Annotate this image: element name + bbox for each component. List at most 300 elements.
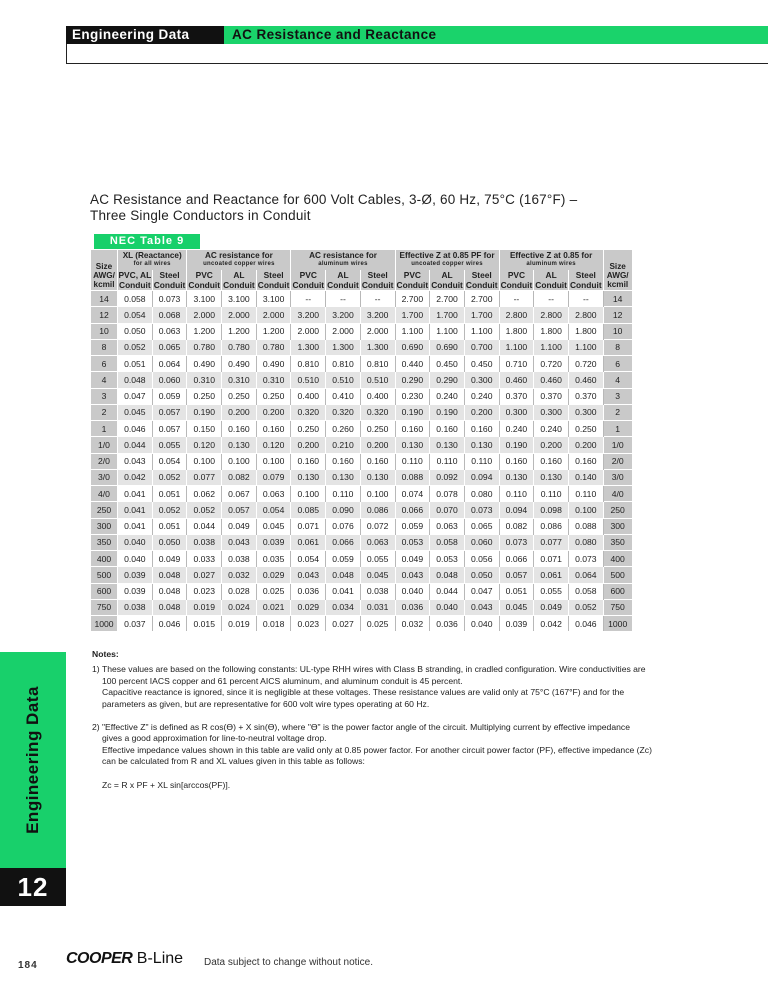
value-cell: --: [326, 291, 361, 307]
value-cell: 0.036: [291, 583, 326, 599]
value-cell: 0.440: [395, 356, 430, 372]
size-cell: 250: [91, 502, 118, 518]
value-cell: 0.050: [118, 323, 153, 339]
value-cell: 0.094: [499, 502, 534, 518]
size-cell: 2/0: [91, 453, 118, 469]
table-row: [91, 567, 633, 583]
value-cell: 0.130: [360, 469, 395, 485]
value-cell: 0.510: [291, 372, 326, 388]
page-number: 184: [18, 960, 38, 971]
value-cell: 0.160: [326, 453, 361, 469]
value-cell: 0.300: [568, 404, 603, 420]
value-cell: 1.100: [499, 339, 534, 355]
value-cell: 0.046: [118, 421, 153, 437]
value-cell: 0.041: [118, 486, 153, 502]
title-line-1: AC Resistance and Reactance for 600 Volt Cables, 3-Ø, 60 Hz, 75°C (167°F) –: [90, 192, 578, 207]
value-cell: 0.028: [222, 583, 257, 599]
value-cell: 0.700: [464, 339, 499, 355]
value-cell: 0.029: [291, 599, 326, 615]
value-cell: 2.000: [222, 307, 257, 323]
value-cell: 0.810: [326, 356, 361, 372]
value-cell: 0.120: [187, 437, 222, 453]
value-cell: 0.039: [118, 583, 153, 599]
value-cell: 0.780: [256, 339, 291, 355]
size-cell: 12: [603, 307, 632, 323]
value-cell: 0.057: [222, 502, 257, 518]
value-cell: 0.054: [118, 307, 153, 323]
value-cell: 0.029: [256, 567, 291, 583]
value-cell: 0.046: [568, 616, 603, 632]
value-cell: 0.076: [326, 518, 361, 534]
value-cell: 0.054: [152, 453, 187, 469]
value-cell: 2.800: [568, 307, 603, 323]
value-cell: 0.310: [187, 372, 222, 388]
value-cell: 0.051: [152, 518, 187, 534]
note-text: Capacitive reactance is ignored, since it is negligible at these voltages. These resistance values are valid only at 75°C (167°F) and for the parameters as given, but are representative for 600 volt wire types operating at 60 Hz.: [102, 687, 625, 709]
value-cell: 0.100: [291, 486, 326, 502]
size-header-left: Size AWG/ kcmil: [91, 250, 118, 291]
value-cell: 1.200: [222, 323, 257, 339]
header-section: Engineering Data: [66, 26, 224, 44]
value-cell: 0.050: [152, 534, 187, 550]
value-cell: 0.300: [464, 372, 499, 388]
size-cell: 1000: [91, 616, 118, 632]
value-cell: 0.025: [256, 583, 291, 599]
size-cell: 2: [603, 404, 632, 420]
value-cell: 0.098: [534, 502, 569, 518]
value-cell: 0.100: [568, 502, 603, 518]
table-row: [91, 291, 633, 307]
value-cell: 0.061: [534, 567, 569, 583]
value-cell: 0.070: [430, 502, 465, 518]
value-cell: 1.100: [464, 323, 499, 339]
table-row: [91, 372, 633, 388]
size-cell: 14: [603, 291, 632, 307]
value-cell: 0.130: [395, 437, 430, 453]
group-header: Effective Z at 0.85 for aluminum wires: [499, 250, 603, 270]
value-cell: 0.086: [360, 502, 395, 518]
value-cell: 0.077: [534, 534, 569, 550]
value-cell: 1.700: [395, 307, 430, 323]
value-cell: 0.082: [499, 518, 534, 534]
value-cell: 0.080: [464, 486, 499, 502]
value-cell: 0.240: [534, 421, 569, 437]
value-cell: 3.100: [222, 291, 257, 307]
value-cell: 0.044: [118, 437, 153, 453]
value-cell: 0.240: [430, 388, 465, 404]
page-title: [90, 192, 577, 224]
value-cell: 2.700: [395, 291, 430, 307]
value-cell: 0.063: [256, 486, 291, 502]
value-cell: 0.130: [464, 437, 499, 453]
value-cell: 0.460: [568, 372, 603, 388]
size-cell: 4/0: [603, 486, 632, 502]
value-cell: 0.130: [430, 437, 465, 453]
value-cell: 1.100: [395, 323, 430, 339]
value-cell: 0.370: [568, 388, 603, 404]
value-cell: 1.100: [430, 323, 465, 339]
value-cell: 0.040: [118, 534, 153, 550]
value-cell: 0.057: [152, 404, 187, 420]
note-2: [92, 722, 652, 768]
value-cell: 0.250: [222, 388, 257, 404]
table-row: [91, 599, 633, 615]
value-cell: 2.000: [360, 323, 395, 339]
value-cell: 0.190: [499, 437, 534, 453]
value-cell: 3.200: [326, 307, 361, 323]
value-cell: 0.510: [326, 372, 361, 388]
size-cell: 2/0: [603, 453, 632, 469]
size-header-right: Size AWG/ kcmil: [603, 250, 632, 291]
value-cell: 0.041: [326, 583, 361, 599]
value-cell: 0.073: [464, 502, 499, 518]
size-cell: 1: [603, 421, 632, 437]
value-cell: 0.160: [568, 453, 603, 469]
column-header: PVC Conduit: [396, 270, 429, 290]
size-cell: 500: [603, 567, 632, 583]
value-cell: 0.058: [568, 583, 603, 599]
value-cell: 0.160: [395, 421, 430, 437]
value-cell: 0.710: [499, 356, 534, 372]
value-cell: 0.021: [256, 599, 291, 615]
value-cell: --: [534, 291, 569, 307]
value-cell: 0.066: [326, 534, 361, 550]
value-cell: 2.800: [499, 307, 534, 323]
value-cell: 0.034: [326, 599, 361, 615]
value-cell: 0.045: [360, 567, 395, 583]
value-cell: 0.032: [222, 567, 257, 583]
value-cell: 0.690: [395, 339, 430, 355]
value-cell: 0.460: [499, 372, 534, 388]
table-row: [91, 356, 633, 372]
value-cell: 0.063: [430, 518, 465, 534]
value-cell: 0.050: [464, 567, 499, 583]
value-cell: 0.044: [430, 583, 465, 599]
table-row: [91, 404, 633, 420]
value-cell: 1.100: [534, 339, 569, 355]
value-cell: 0.290: [395, 372, 430, 388]
column-header: PVC, AL Conduit: [118, 270, 152, 290]
value-cell: 0.130: [499, 469, 534, 485]
value-cell: 0.250: [187, 388, 222, 404]
table-row: [91, 551, 633, 567]
value-cell: --: [568, 291, 603, 307]
value-cell: 0.082: [222, 469, 257, 485]
column-header: Steel Conduit: [257, 270, 290, 290]
value-cell: 0.079: [256, 469, 291, 485]
value-cell: 0.094: [464, 469, 499, 485]
value-cell: 0.090: [326, 502, 361, 518]
value-cell: 1.800: [568, 323, 603, 339]
size-cell: 14: [91, 291, 118, 307]
value-cell: 0.074: [395, 486, 430, 502]
value-cell: 0.400: [360, 388, 395, 404]
value-cell: 0.690: [430, 339, 465, 355]
size-cell: 12: [91, 307, 118, 323]
value-cell: 0.720: [568, 356, 603, 372]
value-cell: 0.024: [222, 599, 257, 615]
value-cell: 0.300: [534, 404, 569, 420]
value-cell: 0.053: [430, 551, 465, 567]
value-cell: 0.040: [118, 551, 153, 567]
value-cell: 0.320: [360, 404, 395, 420]
value-cell: 0.036: [395, 599, 430, 615]
value-cell: 1.300: [360, 339, 395, 355]
size-cell: 1000: [603, 616, 632, 632]
header-topic: AC Resistance and Reactance: [224, 26, 768, 44]
value-cell: 0.250: [360, 421, 395, 437]
table-row: [91, 307, 633, 323]
value-cell: 0.049: [222, 518, 257, 534]
note-1: [92, 664, 652, 710]
value-cell: 0.073: [568, 551, 603, 567]
value-cell: 0.110: [395, 453, 430, 469]
value-cell: 0.160: [430, 421, 465, 437]
size-cell: 300: [91, 518, 118, 534]
value-cell: 0.051: [118, 356, 153, 372]
table-row: [91, 502, 633, 518]
value-cell: 0.110: [430, 453, 465, 469]
value-cell: 0.040: [430, 599, 465, 615]
value-cell: 0.041: [118, 502, 153, 518]
value-cell: 0.052: [152, 469, 187, 485]
value-cell: 0.460: [534, 372, 569, 388]
value-cell: 0.088: [568, 518, 603, 534]
value-cell: 0.150: [187, 421, 222, 437]
value-cell: 0.190: [187, 404, 222, 420]
value-cell: 1.300: [326, 339, 361, 355]
value-cell: 0.810: [360, 356, 395, 372]
value-cell: 0.039: [256, 534, 291, 550]
size-cell: 3: [603, 388, 632, 404]
value-cell: 0.052: [118, 339, 153, 355]
value-cell: 0.250: [568, 421, 603, 437]
value-cell: 0.033: [187, 551, 222, 567]
value-cell: 0.110: [568, 486, 603, 502]
size-cell: 1/0: [91, 437, 118, 453]
value-cell: 0.052: [568, 599, 603, 615]
value-cell: 0.038: [360, 583, 395, 599]
table-row: [91, 616, 633, 632]
value-cell: 0.057: [499, 567, 534, 583]
value-cell: 0.045: [256, 518, 291, 534]
group-header-row: [91, 250, 633, 270]
value-cell: 0.100: [256, 453, 291, 469]
value-cell: 0.240: [499, 421, 534, 437]
value-cell: 0.053: [395, 534, 430, 550]
value-cell: 0.080: [568, 534, 603, 550]
value-cell: 0.200: [534, 437, 569, 453]
value-cell: 1.100: [568, 339, 603, 355]
value-cell: 0.052: [187, 502, 222, 518]
size-cell: 400: [603, 551, 632, 567]
size-cell: 3/0: [603, 469, 632, 485]
column-header: Steel Conduit: [465, 270, 498, 290]
note-text: Effective impedance values shown in this table are valid only at 0.85 power factor. For another circuit power factor (PF), effective impedance (Zc) can be calculated from R and XL values given in this table as follows:: [102, 744, 652, 767]
value-cell: 0.049: [395, 551, 430, 567]
value-cell: 1.200: [187, 323, 222, 339]
table-row: [91, 388, 633, 404]
column-header-row: [91, 270, 633, 291]
value-cell: 0.045: [499, 599, 534, 615]
value-cell: 0.071: [291, 518, 326, 534]
value-cell: 0.039: [499, 616, 534, 632]
size-cell: 250: [603, 502, 632, 518]
value-cell: 0.046: [152, 616, 187, 632]
value-cell: 0.510: [360, 372, 395, 388]
value-cell: 0.048: [326, 567, 361, 583]
column-header: PVC Conduit: [188, 270, 221, 290]
value-cell: 0.092: [430, 469, 465, 485]
value-cell: 0.073: [152, 291, 187, 307]
value-cell: 0.065: [152, 339, 187, 355]
table-row: [91, 469, 633, 485]
value-cell: 0.250: [291, 421, 326, 437]
value-cell: 0.027: [326, 616, 361, 632]
size-cell: 1/0: [603, 437, 632, 453]
table-row: [91, 437, 633, 453]
table-row: [91, 453, 633, 469]
value-cell: 1.200: [256, 323, 291, 339]
value-cell: 0.027: [187, 567, 222, 583]
value-cell: 0.110: [499, 486, 534, 502]
value-cell: 0.032: [395, 616, 430, 632]
value-cell: 3.100: [187, 291, 222, 307]
size-cell: 600: [603, 583, 632, 599]
value-cell: 0.210: [326, 437, 361, 453]
value-cell: 0.031: [360, 599, 395, 615]
group-header: AC resistance for uncoated copper wires: [187, 250, 291, 270]
value-cell: 0.040: [395, 583, 430, 599]
value-cell: 0.015: [187, 616, 222, 632]
value-cell: 0.720: [534, 356, 569, 372]
value-cell: 0.054: [256, 502, 291, 518]
value-cell: 0.140: [568, 469, 603, 485]
size-cell: 4/0: [91, 486, 118, 502]
value-cell: 0.040: [464, 616, 499, 632]
value-cell: 0.048: [152, 583, 187, 599]
size-cell: 8: [603, 339, 632, 355]
note-number: 2): [92, 722, 100, 733]
value-cell: 0.130: [222, 437, 257, 453]
value-cell: 0.043: [118, 453, 153, 469]
value-cell: 0.066: [499, 551, 534, 567]
size-cell: 6: [603, 356, 632, 372]
value-cell: 0.023: [291, 616, 326, 632]
value-cell: 0.290: [430, 372, 465, 388]
size-cell: 1: [91, 421, 118, 437]
value-cell: 0.100: [222, 453, 257, 469]
side-tab-label: Engineering Data: [23, 686, 42, 834]
value-cell: 0.450: [464, 356, 499, 372]
value-cell: 0.200: [222, 404, 257, 420]
value-cell: 0.370: [499, 388, 534, 404]
value-cell: 0.055: [152, 437, 187, 453]
value-cell: 0.064: [152, 356, 187, 372]
value-cell: 0.043: [291, 567, 326, 583]
value-cell: 0.043: [464, 599, 499, 615]
table-row: [91, 534, 633, 550]
value-cell: 0.190: [430, 404, 465, 420]
value-cell: 0.160: [360, 453, 395, 469]
value-cell: 0.088: [395, 469, 430, 485]
value-cell: 0.025: [360, 616, 395, 632]
value-cell: 0.200: [256, 404, 291, 420]
column-header: Steel Conduit: [153, 270, 186, 290]
value-cell: 0.071: [534, 551, 569, 567]
value-cell: 0.130: [534, 469, 569, 485]
value-cell: 0.055: [360, 551, 395, 567]
column-header: Steel Conduit: [570, 270, 602, 290]
size-cell: 4: [603, 372, 632, 388]
table-body: [91, 291, 633, 632]
value-cell: 0.043: [395, 567, 430, 583]
notes: [92, 649, 652, 791]
value-cell: 0.490: [256, 356, 291, 372]
value-cell: 2.700: [430, 291, 465, 307]
value-cell: 1.800: [499, 323, 534, 339]
value-cell: 0.061: [291, 534, 326, 550]
value-cell: 0.086: [534, 518, 569, 534]
size-cell: 10: [603, 323, 632, 339]
value-cell: 0.038: [187, 534, 222, 550]
value-cell: 0.039: [118, 567, 153, 583]
value-cell: 0.062: [187, 486, 222, 502]
value-cell: 0.450: [430, 356, 465, 372]
column-header: AL Conduit: [223, 270, 255, 290]
note-text: These values are based on the following constants: UL-type RHH wires with Class B stranding, in cradled configuration. Wire conductivities are 100 percent IACS copper and 61 percent AICS aluminum, and aluminum conduit is 45 percent.: [102, 664, 646, 686]
value-cell: 0.052: [152, 502, 187, 518]
value-cell: 0.100: [187, 453, 222, 469]
value-cell: 0.047: [464, 583, 499, 599]
value-cell: 0.160: [534, 453, 569, 469]
value-cell: 0.063: [360, 534, 395, 550]
value-cell: 0.077: [187, 469, 222, 485]
value-cell: 0.063: [152, 323, 187, 339]
value-cell: 0.078: [430, 486, 465, 502]
size-cell: 8: [91, 339, 118, 355]
column-header: AL Conduit: [535, 270, 567, 290]
value-cell: 0.300: [499, 404, 534, 420]
value-cell: 0.041: [118, 518, 153, 534]
value-cell: 0.160: [464, 421, 499, 437]
value-cell: 0.160: [499, 453, 534, 469]
value-cell: 0.067: [222, 486, 257, 502]
size-cell: 3/0: [91, 469, 118, 485]
value-cell: 0.059: [152, 388, 187, 404]
value-cell: 0.400: [291, 388, 326, 404]
value-cell: 0.780: [187, 339, 222, 355]
value-cell: 0.068: [152, 307, 187, 323]
value-cell: 0.130: [291, 469, 326, 485]
value-cell: 0.058: [430, 534, 465, 550]
size-cell: 600: [91, 583, 118, 599]
value-cell: 0.060: [464, 534, 499, 550]
value-cell: 0.260: [326, 421, 361, 437]
value-cell: 0.200: [464, 404, 499, 420]
value-cell: 0.810: [291, 356, 326, 372]
table-row: [91, 421, 633, 437]
value-cell: 3.100: [256, 291, 291, 307]
column-header: AL Conduit: [327, 270, 359, 290]
value-cell: 0.320: [326, 404, 361, 420]
table-row: [91, 486, 633, 502]
table-label: NEC Table 9: [94, 234, 200, 249]
value-cell: 2.000: [291, 323, 326, 339]
value-cell: 0.048: [152, 599, 187, 615]
value-cell: 0.056: [464, 551, 499, 567]
value-cell: --: [291, 291, 326, 307]
